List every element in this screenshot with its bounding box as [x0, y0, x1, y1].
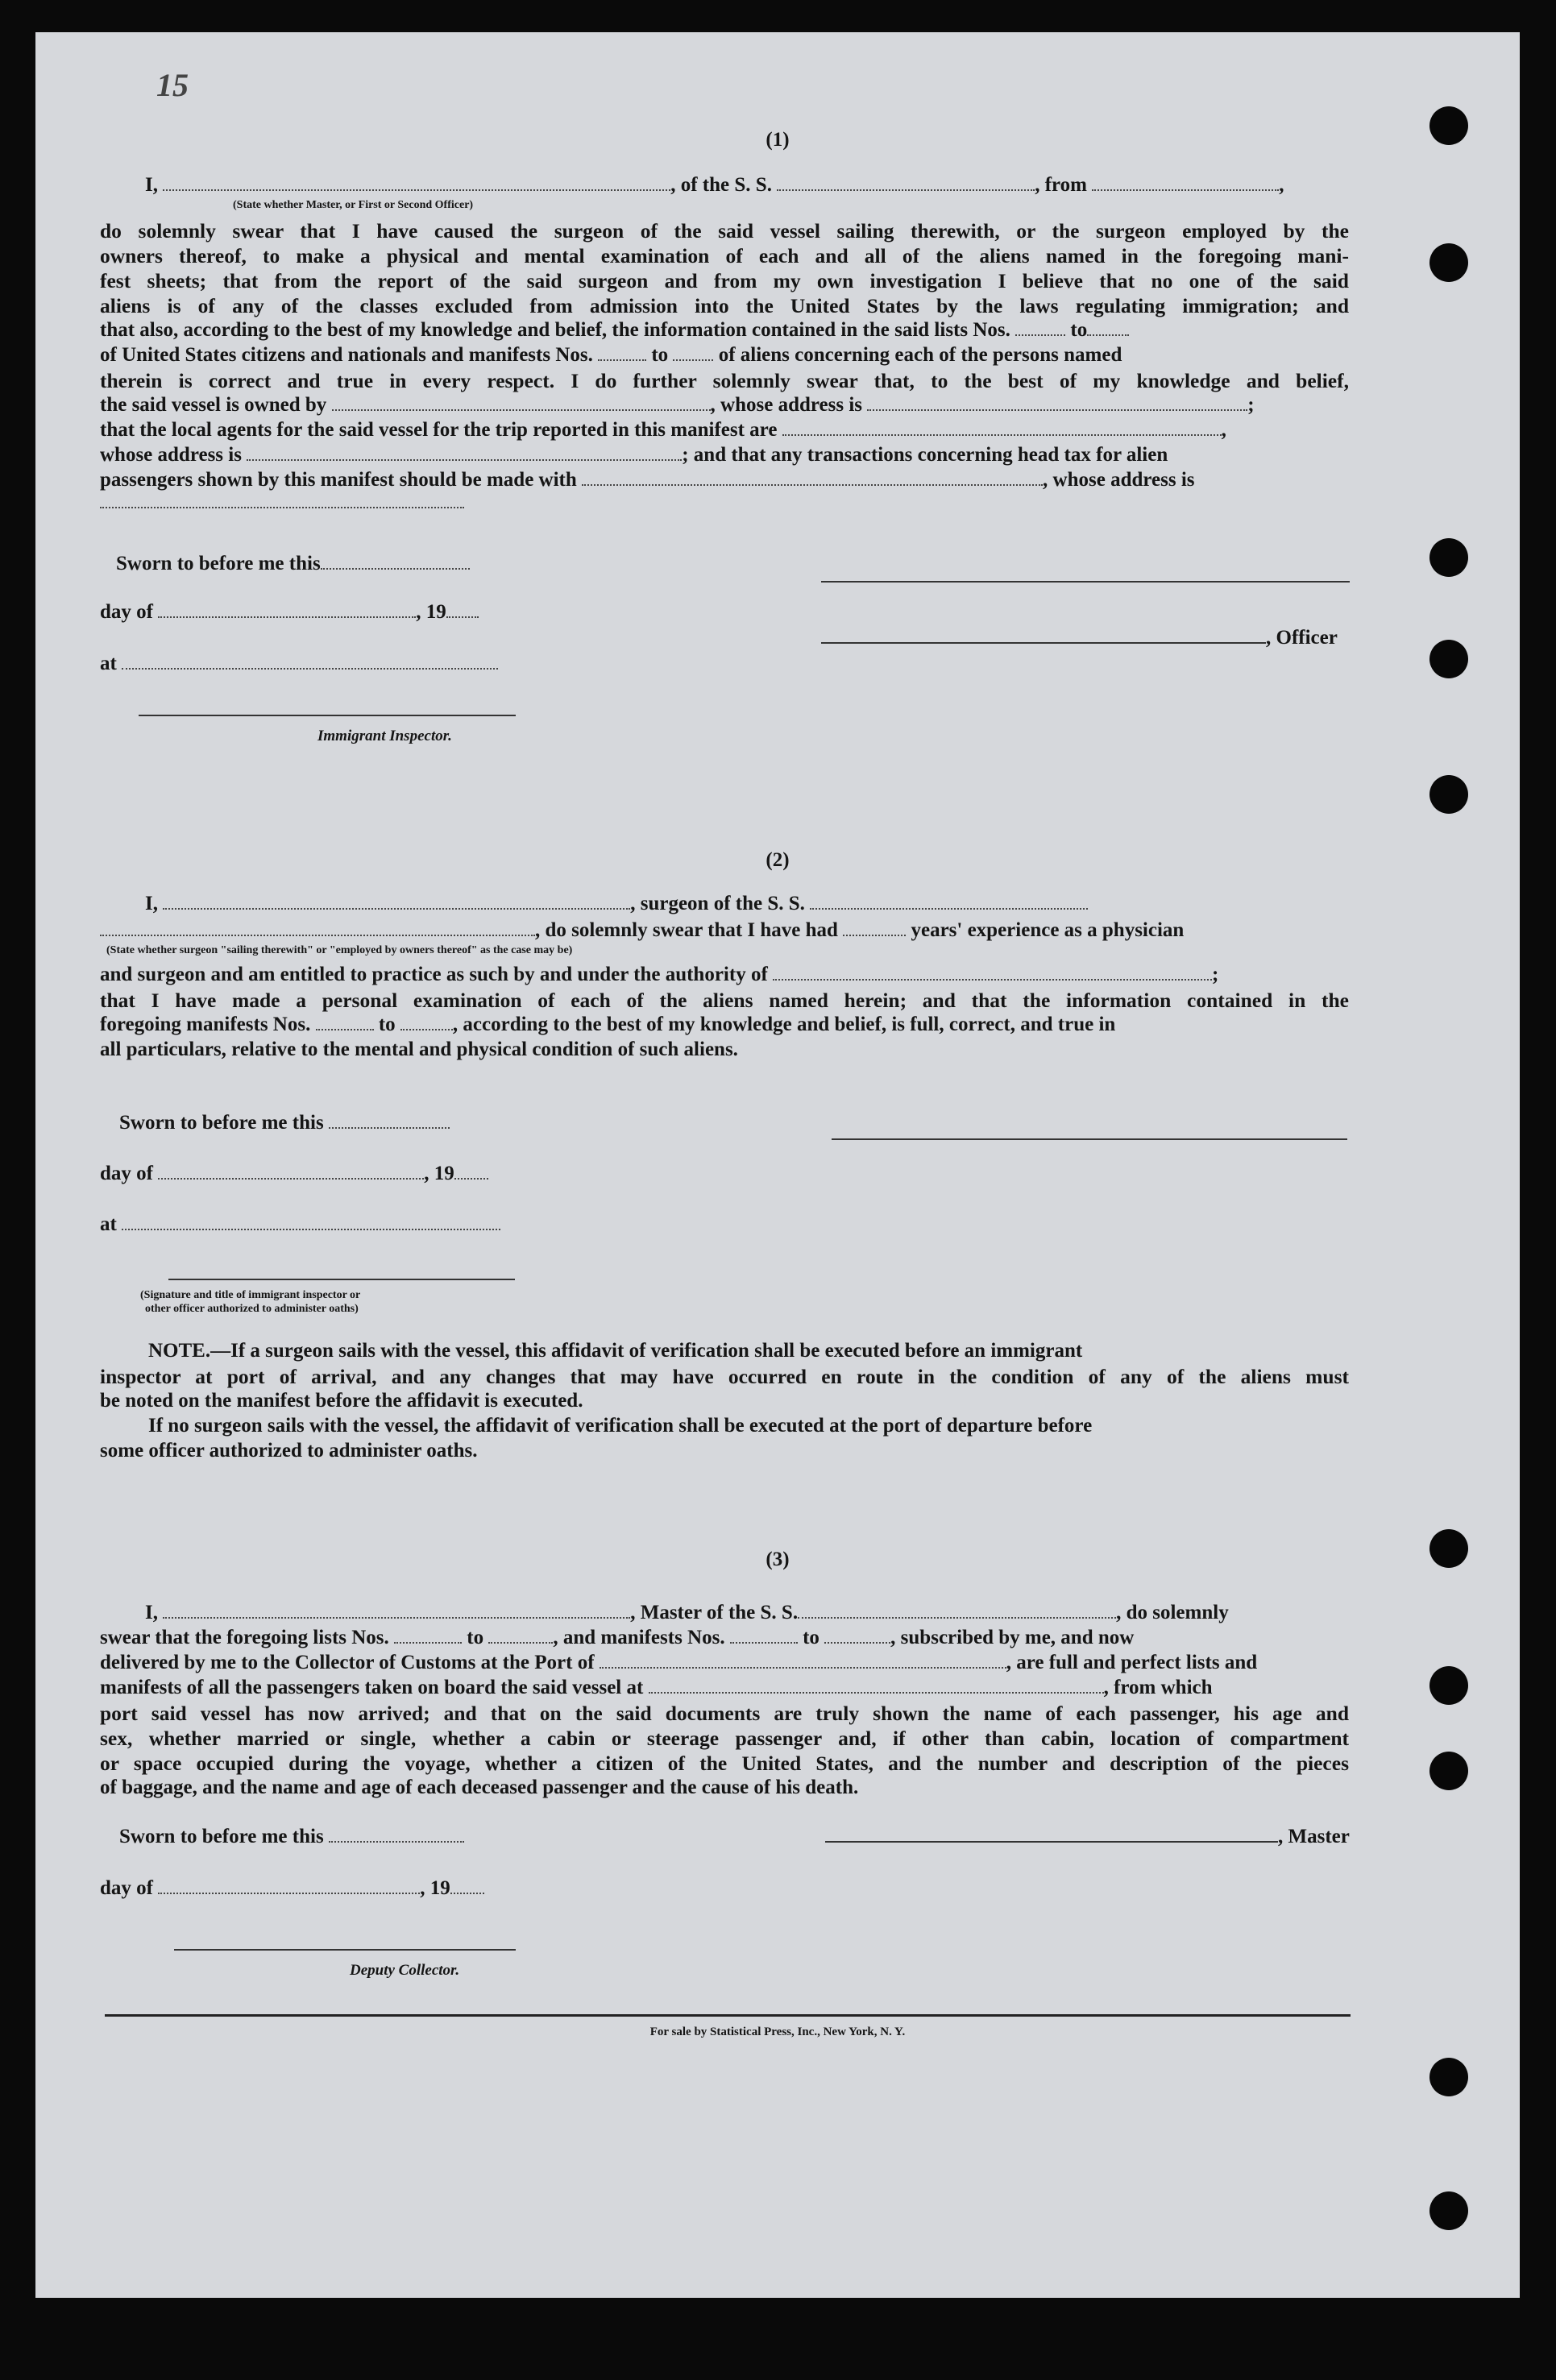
section-2-authority-line: and surgeon and am entitled to practice as such by and under the authority of ;: [100, 964, 1219, 985]
surgeon-status-field[interactable]: [100, 934, 535, 936]
surgeon-vessel-field[interactable]: [810, 907, 1088, 910]
section-1-head-tax-line: passengers shown by this manifest should be made with , whose address is: [100, 469, 1195, 491]
punch-hole: [1429, 243, 1468, 282]
surgeon-sworn-year-field[interactable]: [454, 1177, 488, 1180]
surgeon-sworn-place-field[interactable]: [122, 1228, 500, 1230]
citizens-list-to-field[interactable]: [1087, 334, 1129, 336]
punch-hole: [1429, 1752, 1468, 1790]
section-1-line-1: do solemnly swear that I have caused the surgeon of the said vessel sailing therewith, or the surgeon employed by the: [100, 219, 1349, 243]
from-label: , from: [1035, 174, 1087, 196]
note-line-5: some officer authorized to administer oaths.: [100, 1440, 478, 1462]
citizens-list-from-field[interactable]: [1015, 334, 1065, 336]
section-3-taken-line: manifests of all the passengers taken on board the said vessel at , from which: [100, 1677, 1213, 1698]
section-2-exam-line: that I have made a personal examination of each of the aliens named herein; and that the information contained in the: [100, 989, 1349, 1012]
master-signature-field[interactable]: [825, 1840, 1278, 1843]
punch-hole: [1429, 538, 1468, 577]
sworn-day-field[interactable]: [321, 567, 470, 570]
master-sworn-day-field[interactable]: [329, 1840, 464, 1843]
handwritten-page-number: 15: [156, 67, 189, 103]
section-3-heading: (3): [766, 1549, 790, 1570]
local-agents-field[interactable]: [782, 433, 1222, 436]
sworn-year-field[interactable]: [446, 616, 479, 618]
section-1-day-line: day of , 19: [100, 601, 479, 624]
note-line-3: be noted on the manifest before the affidavit is executed.: [100, 1390, 583, 1412]
aliens-manifest-from-field[interactable]: [598, 359, 646, 361]
form-page: [35, 32, 1520, 2298]
owner-field[interactable]: [332, 408, 711, 411]
i-label: I,: [145, 174, 158, 196]
section-3-port-line: port said vessel has now arrived; and that on the said documents are truly shown the name of each passenger, his age and: [100, 1702, 1349, 1725]
section-1-line-3: fest sheets; that from the report of the said surgeon and from my own investigation I believe that no one of the said: [100, 269, 1349, 292]
deputy-collector-signature-field[interactable]: [174, 1940, 516, 1955]
section-2-surgeon-line: I, , surgeon of the S. S.: [145, 893, 1088, 915]
section-1-line-4: aliens is of any of the classes excluded from admission into the United States by the laws regulating immigration; and: [100, 294, 1349, 317]
inspector-caption: Immigrant Inspector.: [317, 728, 452, 744]
surgeon-manifest-from-field[interactable]: [316, 1028, 374, 1030]
section-3-delivered-line: delivered by me to the Collector of Customs at the Port of , are full and perfect lists and: [100, 1652, 1258, 1673]
section-2-experience-line: , do solemnly swear that I have had years' experience as a physician: [100, 919, 1184, 942]
head-tax-agent-field[interactable]: [582, 483, 1043, 486]
punch-hole: [1429, 2191, 1468, 2230]
sig-caption-1: (Signature and title of immigrant inspector or: [140, 1289, 361, 1301]
years-experience-field[interactable]: [843, 934, 906, 936]
surgeon-caption: (State whether surgeon "sailing therewith" or "employed by owners thereof" as the case may be): [106, 944, 573, 956]
from-port-field[interactable]: [1092, 189, 1279, 191]
owner-address-field[interactable]: [867, 408, 1247, 411]
section-1-agents-line: that the local agents for the said vessel for the trip reported in this manifest are ,: [100, 419, 1226, 441]
section-3-master-line: I, , Master of the S. S. , do solemnly: [145, 1602, 1229, 1623]
officer-signature-field[interactable]: [821, 641, 1266, 644]
note-line-4: If no surgeon sails with the vessel, the affidavit of verification shall be executed at the port of departure before: [148, 1415, 1093, 1437]
master-manifest-to-field[interactable]: [824, 1641, 890, 1644]
section-2-day-line: day of , 19: [100, 1163, 488, 1185]
section-1-agent-address-line: whose address is ; and that any transactions concerning head tax for alien: [100, 444, 1168, 466]
note-line-2: inspector at port of arrival, and any changes that may have occurred en route in the condition of any of the aliens must: [100, 1365, 1349, 1388]
section-3-baggage-line: of baggage, and the name and age of each deceased passenger and the cause of his death.: [100, 1777, 859, 1798]
inspector-signature-field[interactable]: [139, 706, 516, 720]
section-2-all-line: all particulars, relative to the mental and physical condition of such aliens.: [100, 1039, 738, 1060]
surgeon-sworn-month-field[interactable]: [158, 1177, 424, 1180]
section-2-foregoing-line: foregoing manifests Nos. to , according to the best of my knowledge and belief, is full, correct, and true in: [100, 1014, 1116, 1035]
surgeon-manifest-to-field[interactable]: [400, 1028, 453, 1030]
punch-hole: [1429, 775, 1468, 814]
section-1-officer-line: I, , of the S. S. , from ,: [145, 174, 1284, 196]
section-3-space-line: or space occupied during the voyage, whether a citizen of the United States, and the number and description of the pieces: [100, 1752, 1349, 1775]
vessel-name-field[interactable]: [777, 189, 1035, 191]
section-1-sworn-line: Sworn to before me this: [116, 553, 470, 575]
master-name-field[interactable]: [163, 1616, 630, 1619]
surgeon-sworn-day-field[interactable]: [329, 1126, 450, 1129]
deputy-caption: Deputy Collector.: [350, 1962, 460, 1979]
master-vessel-field[interactable]: [798, 1616, 1116, 1619]
section-2-heading: (2): [766, 849, 790, 871]
of-the-ss-label: , of the S. S.: [670, 174, 772, 196]
section-3-sworn-line: Sworn to before me this: [119, 1826, 464, 1848]
printer-footer: For sale by Statistical Press, Inc., New York, N. Y.: [649, 2025, 906, 2038]
section-3-lists-line: swear that the foregoing lists Nos. to , and manifests Nos. to , subscribed by me, and now: [100, 1627, 1135, 1648]
sworn-month-field[interactable]: [158, 616, 416, 618]
aliens-manifest-to-field[interactable]: [673, 359, 713, 361]
officer-name-field[interactable]: [163, 189, 670, 191]
section-2-at-line: at: [100, 1213, 500, 1236]
section-1-owner-line: the said vessel is owned by , whose address is ;: [100, 394, 1255, 416]
authority-field[interactable]: [773, 978, 1212, 981]
surgeon-name-field[interactable]: [163, 907, 630, 910]
note-label: NOTE.: [148, 1340, 211, 1362]
master-sworn-year-field[interactable]: [450, 1892, 484, 1894]
punch-hole: [1429, 640, 1468, 678]
section-3-sex-line: sex, whether married or single, whether a cabin or steerage passenger and, if other than cabin, location of compartment: [100, 1727, 1349, 1750]
head-tax-address-field[interactable]: [100, 498, 464, 512]
agent-address-field[interactable]: [247, 458, 682, 461]
sig-caption-2: other officer authorized to administer oaths): [145, 1303, 359, 1315]
punch-hole: [1429, 1666, 1468, 1705]
officer-caption: (State whether Master, or First or Second Officer): [233, 199, 474, 211]
footer-rule: [105, 2014, 1351, 2017]
section-1-at-line: at: [100, 653, 498, 675]
section-1-heading: (1): [766, 129, 790, 151]
punch-hole: [1429, 2058, 1468, 2096]
embarkation-port-field[interactable]: [649, 1691, 1104, 1694]
officer-signature-line: , Officer: [821, 627, 1338, 649]
master-signature-line: , Master: [825, 1826, 1350, 1848]
surgeon-signature-field[interactable]: [832, 1130, 1347, 1144]
sworn-place-field[interactable]: [122, 667, 498, 670]
master-lists-from-field[interactable]: [394, 1641, 462, 1644]
officer-signature-top-field[interactable]: [821, 572, 1350, 587]
section-1-manifests-line: of United States citizens and nationals and manifests Nos. to of aliens concerning each of the persons named: [100, 344, 1122, 366]
section-3-day-line: day of , 19: [100, 1877, 484, 1900]
note-line-1: NOTE.—If a surgeon sails with the vessel, this affidavit of verification shall be executed before an immigrant: [148, 1340, 1083, 1362]
collector-port-field[interactable]: [600, 1666, 1006, 1669]
section-1-lists-line: that also, according to the best of my knowledge and belief, the information contained in the said lists Nos. to: [100, 319, 1129, 342]
master-manifest-from-field[interactable]: [730, 1641, 798, 1644]
surgeon-inspector-signature-field[interactable]: [168, 1270, 515, 1284]
section-1-line-2: owners thereof, to make a physical and mental examination of each and all of the aliens named in the foregoing mani-: [100, 244, 1349, 267]
master-lists-to-field[interactable]: [488, 1641, 553, 1644]
master-sworn-month-field[interactable]: [158, 1892, 420, 1894]
section-2-sworn-line: Sworn to before me this: [119, 1112, 450, 1134]
section-1-line-correct: therein is correct and true in every respect. I do further solemnly swear that, to the best of my knowledge and belief,: [100, 369, 1349, 392]
